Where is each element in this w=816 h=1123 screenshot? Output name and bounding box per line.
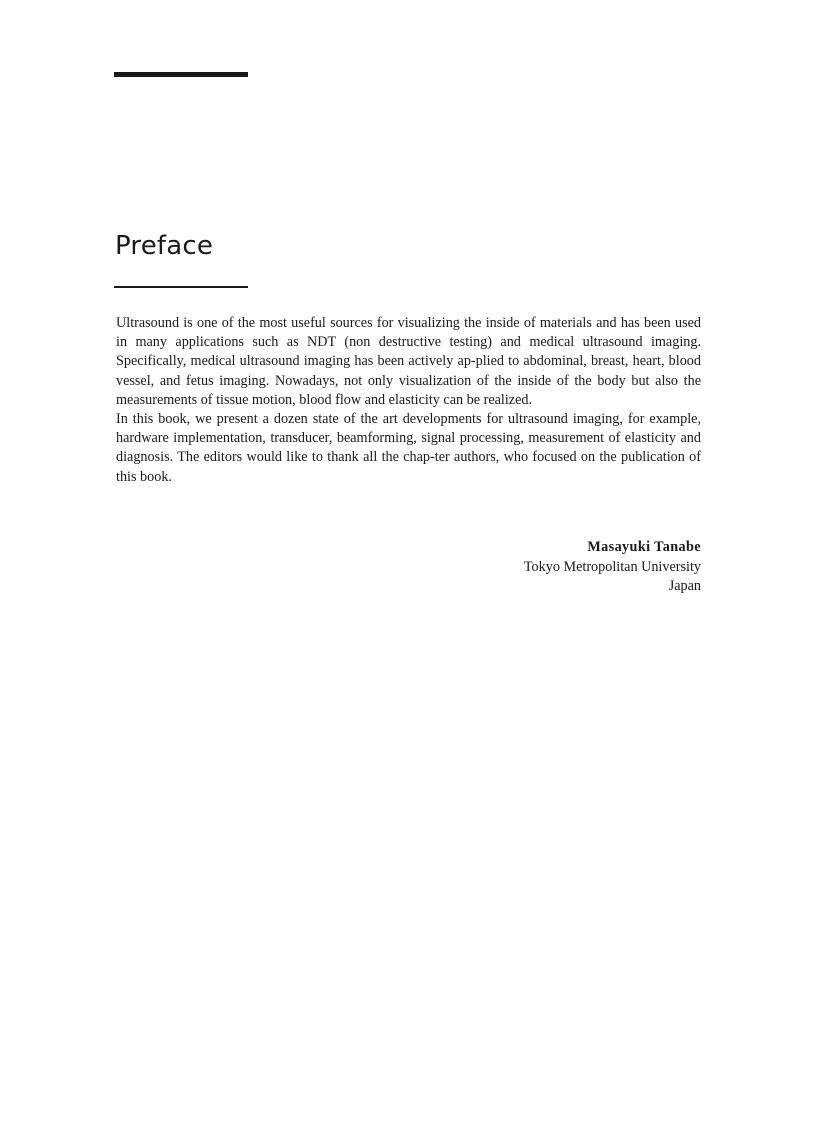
title-underline-rule xyxy=(114,286,248,288)
signature-block xyxy=(400,538,701,597)
preface-paragraph-1: Ultrasound is one of the most useful sources for visualizing the inside of materials and has been used in many applications such as NDT (non destructive testing) and medical ultrasound imaging. Specifically, medical ultrasound imaging has been actively ap-plied to abdominal, breast, heart, blood vessel, and fetus imaging. Nowadays, not only visualization of the inside of the body but also the measurements of tissue motion, blood flow and elasticity can be realized. xyxy=(116,315,701,408)
page-title: Preface xyxy=(115,231,214,261)
author-country: Japan xyxy=(668,578,701,594)
author-affiliation: Tokyo Metropolitan University xyxy=(523,558,701,575)
top-decorative-rule xyxy=(114,72,248,77)
author-name: Masayuki Tanabe xyxy=(587,539,701,555)
preface-paragraph-2: In this book, we present a dozen state of the art developments for ultrasound imaging, for example, hardware implementation, transducer, beamforming, signal processing, measurement of elasticity and diagnosis. The editors would like to thank all the chap-ter authors, who focused on the publication of this book. xyxy=(116,411,701,485)
preface-body xyxy=(116,314,701,487)
